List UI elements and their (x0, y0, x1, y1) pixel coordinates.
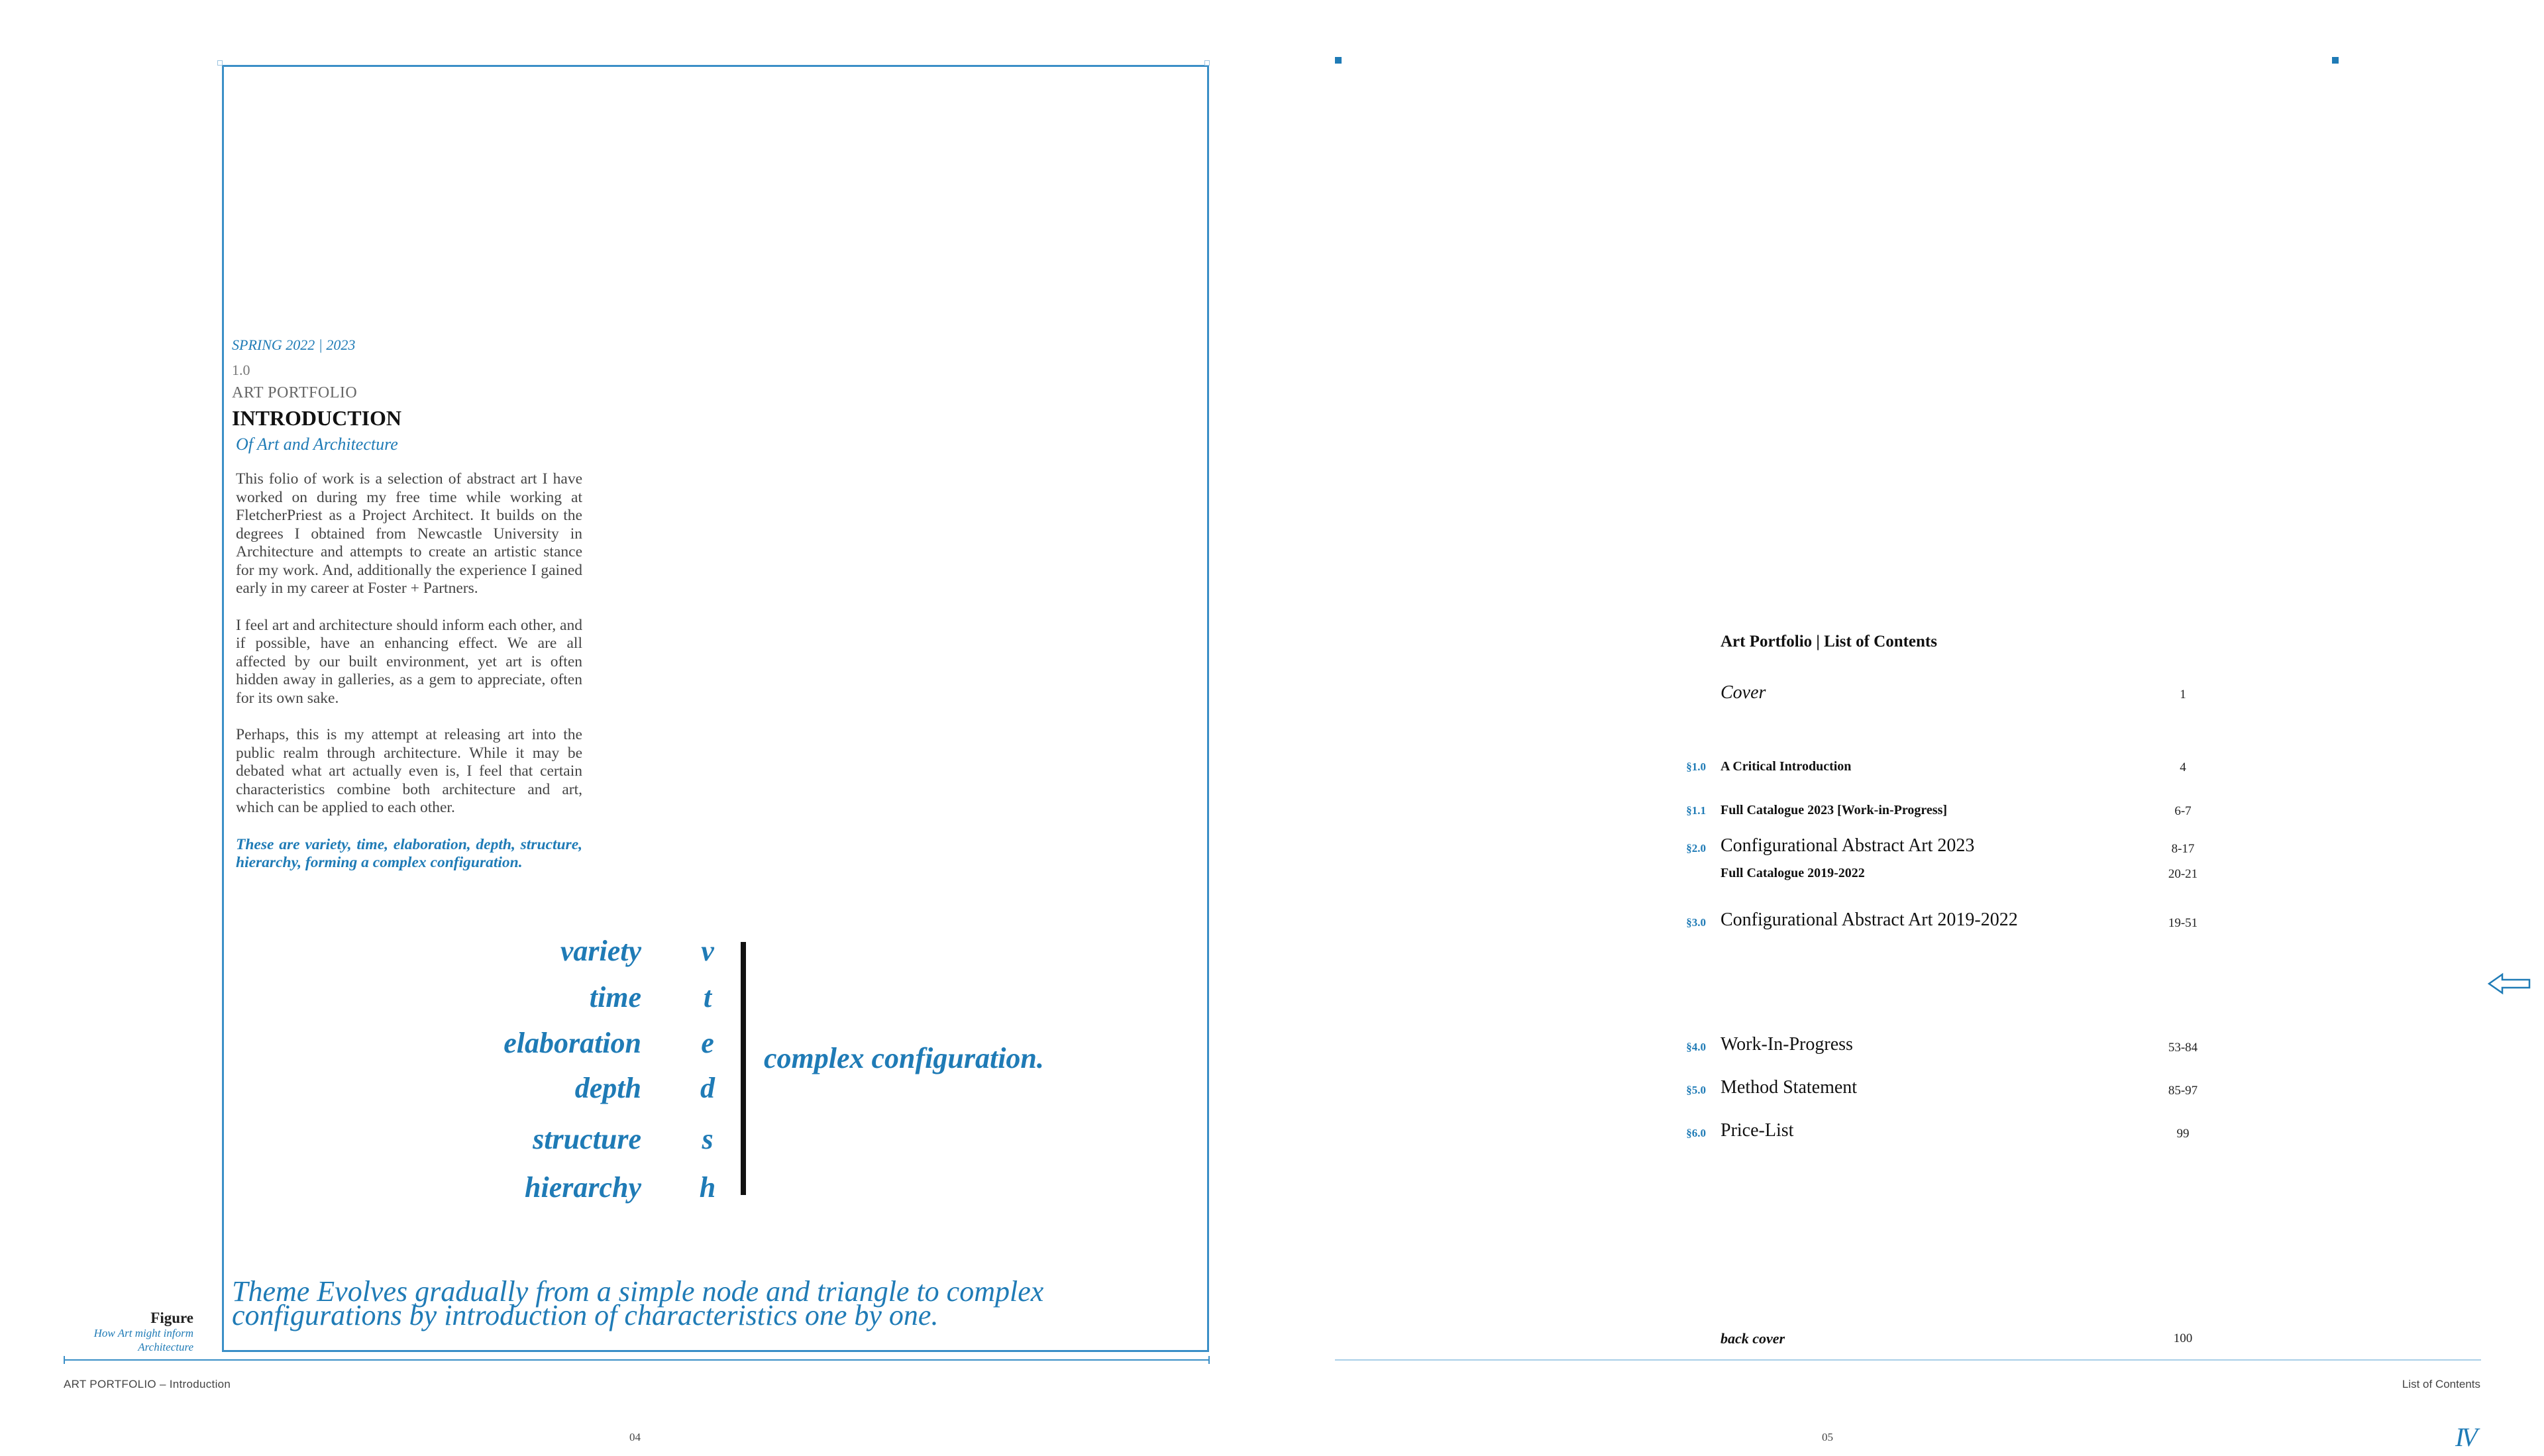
toc-entry-name[interactable]: A Critical Introduction (1721, 759, 1852, 774)
intro-paragraph: Perhaps, this is my attempt at releasing art into the public realm through architecture. While it may be debated what art actually even is, I feel that certain characteristics combine both architecture and art, which can be applied to each other. (236, 726, 582, 816)
toc-entry-name[interactable]: Full Catalogue 2023 [Work-in-Progress] (1721, 803, 1948, 817)
running-footer: List of Contents (2402, 1378, 2480, 1390)
toc-entry-name[interactable]: Work-In-Progress (1721, 1034, 1853, 1055)
toc-entry-page: 99 (2176, 1127, 2190, 1141)
characteristic-letter: d (700, 1072, 715, 1104)
characteristic-letter: s (702, 1123, 714, 1155)
toc-entry-section: §1.1 (1686, 804, 1706, 817)
roman-numeral: IV (2455, 1422, 2475, 1452)
page-title: INTRODUCTION (232, 406, 402, 430)
toc-entry-name[interactable]: Full Catalogue 2019-2022 (1721, 866, 1865, 880)
toc-entry-page: 8-17 (2171, 842, 2195, 856)
characteristic-word: structure (533, 1123, 641, 1155)
characteristics-summary: These are variety, time, elaboration, depth, structure, hierarchy, forming a complex configuration. (236, 835, 582, 871)
toc-entry-section: §2.0 (1686, 842, 1706, 855)
theme-line: Theme Evolves gradually from a simple node and triangle to complex (232, 1275, 1044, 1308)
toc-entry-section: §5.0 (1686, 1084, 1706, 1096)
configuration-label: complex configuration. (764, 1042, 1044, 1074)
characteristic-word: depth (574, 1072, 641, 1104)
characteristic-letter: e (701, 1027, 714, 1059)
page-subtitle: Of Art and Architecture (236, 435, 398, 454)
figure-caption (73, 1326, 193, 1354)
intro-block (232, 337, 583, 872)
toc-entry-page: 19-51 (2168, 916, 2198, 930)
characteristic-letter: t (703, 981, 712, 1014)
toc-entry-page: 53-84 (2168, 1041, 2198, 1055)
theme-line: configurations by introduction of characteristics one by one. (232, 1299, 939, 1331)
toc-title: Art Portfolio | List of Contents (1721, 633, 1937, 650)
toc-entry-section: §1.0 (1686, 760, 1706, 773)
toc-entry-section: §4.0 (1686, 1041, 1706, 1053)
toc-entry-page: 100 (2173, 1331, 2193, 1345)
footer-rule (64, 1359, 1210, 1361)
toc-entry-section: §3.0 (1686, 916, 1706, 929)
characteristic-word: elaboration (504, 1027, 641, 1059)
marker-square (2332, 57, 2339, 64)
season-label: SPRING 2022 | 2023 (232, 337, 356, 353)
toc-entry-name[interactable]: Method Statement (1721, 1077, 1858, 1098)
toc-entry-page: 4 (2180, 760, 2186, 774)
toc-entry-name[interactable]: Price-List (1721, 1120, 1794, 1141)
intro-paragraph: I feel art and architecture should inform each other, and if possible, have an enhancing effect. We are all affected by our built environment, yet art is often hidden away in galleries, as a gem to appreciate, often for its own sake. (236, 616, 582, 707)
theme-caption (232, 1275, 1159, 1331)
toc-entry-name[interactable]: back cover (1721, 1330, 1785, 1347)
intro-paragraph: This folio of work is a selection of abstract art I have worked on during my free time while working at FletcherPriest as a Project Architect. It builds on the degrees I obtained from Newcastle University in Architecture and attempts to create an artistic stance for my work. And, additionally the experience I gained early in my career at Foster + Partners. (236, 470, 582, 597)
figure-label: Figure (150, 1310, 193, 1326)
toc-entry-page: 6-7 (2174, 804, 2192, 818)
page-number: 04 (629, 1431, 641, 1443)
marker-square (1335, 57, 1342, 64)
characteristic-word: time (589, 981, 641, 1014)
left-arrow-icon[interactable] (2488, 972, 2531, 995)
characteristic-letter: v (701, 935, 714, 967)
figure-caption-line: How Art might inform (93, 1327, 193, 1339)
toc-entry-name[interactable]: Cover (1721, 682, 1766, 703)
version-label: 1.0 (232, 362, 250, 378)
rule-tick (64, 1356, 65, 1364)
page-number: 05 (1822, 1431, 1833, 1443)
bracket-bar (741, 942, 746, 1195)
toc-entry-page: 1 (2180, 688, 2186, 702)
running-footer: ART PORTFOLIO – Introduction (64, 1378, 231, 1390)
characteristic-word: hierarchy (525, 1171, 641, 1204)
toc-entry-name[interactable]: Configurational Abstract Art 2019-2022 (1721, 910, 2018, 930)
toc-entry-page: 20-21 (2168, 867, 2198, 881)
frame-handle[interactable] (217, 60, 223, 66)
toc-entry-name[interactable]: Configurational Abstract Art 2023 (1721, 835, 1975, 856)
characteristic-word: variety (560, 935, 641, 967)
rule-tick (1208, 1356, 1210, 1364)
footer-rule (1335, 1359, 2481, 1361)
characteristic-letter: h (699, 1171, 716, 1204)
toc-entry-page: 85-97 (2168, 1084, 2198, 1098)
figure-caption-line: Architecture (138, 1341, 193, 1353)
folio-label: ART PORTFOLIO (232, 384, 358, 401)
frame-handle[interactable] (1204, 60, 1210, 66)
toc-entry-section: §6.0 (1686, 1127, 1706, 1139)
